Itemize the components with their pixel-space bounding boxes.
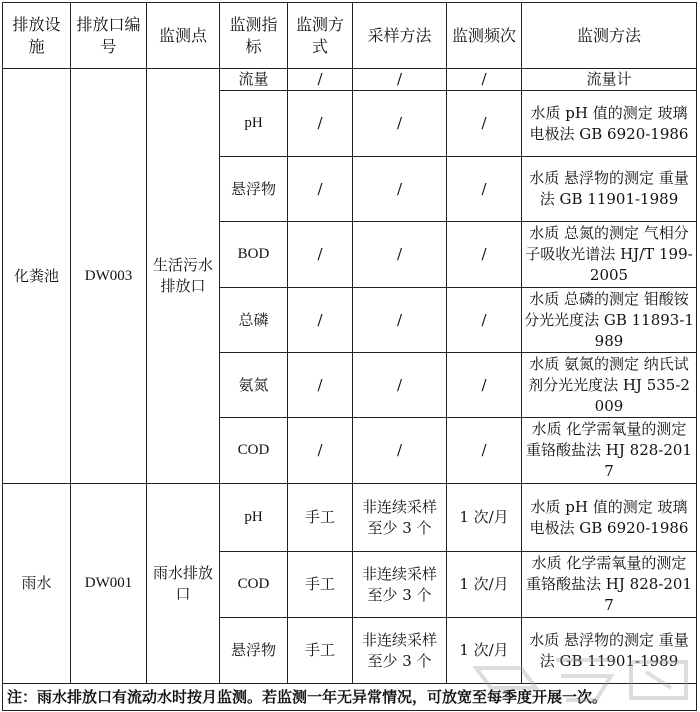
- note-row: [3, 684, 697, 711]
- frequency-cell: /: [447, 418, 522, 484]
- method-cell: 水质 氨氮的测定 纳氏试剂分光光度法 HJ 535-2009: [522, 353, 697, 418]
- header-sampling: 采样方法: [353, 3, 447, 69]
- header-frequency: 监测频次: [447, 3, 522, 69]
- mode-cell: 手工: [288, 484, 353, 552]
- method-cell: 水质 悬浮物的测定 重量法 GB 11901-1989: [522, 618, 697, 684]
- method-cell: 水质 pH 值的测定 玻璃电极法 GB 6920-1986: [522, 484, 697, 552]
- method-cell: 流量计: [522, 69, 697, 91]
- indicator-cell: 流量: [220, 69, 288, 91]
- frequency-cell: /: [447, 91, 522, 157]
- table-note: 注：雨水排放口有流动水时按月监测。若监测一年无异常情况，可放宽至每季度开展一次。: [3, 684, 697, 711]
- header-outlet-id: 排放口编号: [71, 3, 147, 69]
- header-facility: 排放设施: [3, 3, 71, 69]
- indicator-cell: COD: [220, 552, 288, 618]
- frequency-cell: /: [447, 353, 522, 418]
- frequency-cell: 1 次/月: [447, 618, 522, 684]
- indicator-cell: 总磷: [220, 288, 288, 353]
- indicator-cell: 氨氮: [220, 353, 288, 418]
- point-cell: 生活污水排放口: [147, 69, 220, 484]
- method-cell: 水质 悬浮物的测定 重量法 GB 11901-1989: [522, 157, 697, 222]
- method-cell: 水质 化学需氧量的测定 重铬酸盐法 HJ 828-2017: [522, 552, 697, 618]
- header-point: 监测点: [147, 3, 220, 69]
- frequency-cell: 1 次/月: [447, 552, 522, 618]
- facility-cell: 雨水: [3, 484, 71, 684]
- facility-cell: 化粪池: [3, 69, 71, 484]
- method-cell: 水质 总磷的测定 钼酸铵分光光度法 GB 11893-1989: [522, 288, 697, 353]
- mode-cell: /: [288, 288, 353, 353]
- mode-cell: /: [288, 91, 353, 157]
- sampling-cell: /: [353, 418, 447, 484]
- table-row: [3, 69, 697, 91]
- mode-cell: /: [288, 353, 353, 418]
- header-mode: 监测方式: [288, 3, 353, 69]
- sampling-cell: /: [353, 222, 447, 288]
- sampling-cell: 非连续采样 至少 3 个: [353, 552, 447, 618]
- frequency-cell: /: [447, 69, 522, 91]
- indicator-cell: BOD: [220, 222, 288, 288]
- outlet-id-cell: DW001: [71, 484, 147, 684]
- monitoring-table: [2, 2, 697, 711]
- frequency-cell: 1 次/月: [447, 484, 522, 552]
- sampling-cell: /: [353, 157, 447, 222]
- method-cell: 水质 pH 值的测定 玻璃电极法 GB 6920-1986: [522, 91, 697, 157]
- indicator-cell: COD: [220, 418, 288, 484]
- mode-cell: /: [288, 418, 353, 484]
- sampling-cell: /: [353, 353, 447, 418]
- header-row: [3, 3, 697, 69]
- indicator-cell: 悬浮物: [220, 618, 288, 684]
- header-indicator: 监测指标: [220, 3, 288, 69]
- indicator-cell: pH: [220, 91, 288, 157]
- frequency-cell: /: [447, 288, 522, 353]
- sampling-cell: 非连续采样 至少 3 个: [353, 618, 447, 684]
- frequency-cell: /: [447, 222, 522, 288]
- method-cell: 水质 总氮的测定 气相分子吸收光谱法 HJ/T 199-2005: [522, 222, 697, 288]
- sampling-cell: 非连续采样 至少 3 个: [353, 484, 447, 552]
- header-method: 监测方法: [522, 3, 697, 69]
- sampling-cell: /: [353, 288, 447, 353]
- mode-cell: /: [288, 157, 353, 222]
- outlet-id-cell: DW003: [71, 69, 147, 484]
- method-cell: 水质 化学需氧量的测定 重铬酸盐法 HJ 828-2017: [522, 418, 697, 484]
- frequency-cell: /: [447, 157, 522, 222]
- point-cell: 雨水排放口: [147, 484, 220, 684]
- mode-cell: /: [288, 69, 353, 91]
- sampling-cell: /: [353, 69, 447, 91]
- mode-cell: 手工: [288, 618, 353, 684]
- indicator-cell: 悬浮物: [220, 157, 288, 222]
- sampling-cell: /: [353, 91, 447, 157]
- table-row: [3, 484, 697, 552]
- mode-cell: /: [288, 222, 353, 288]
- mode-cell: 手工: [288, 552, 353, 618]
- indicator-cell: pH: [220, 484, 288, 552]
